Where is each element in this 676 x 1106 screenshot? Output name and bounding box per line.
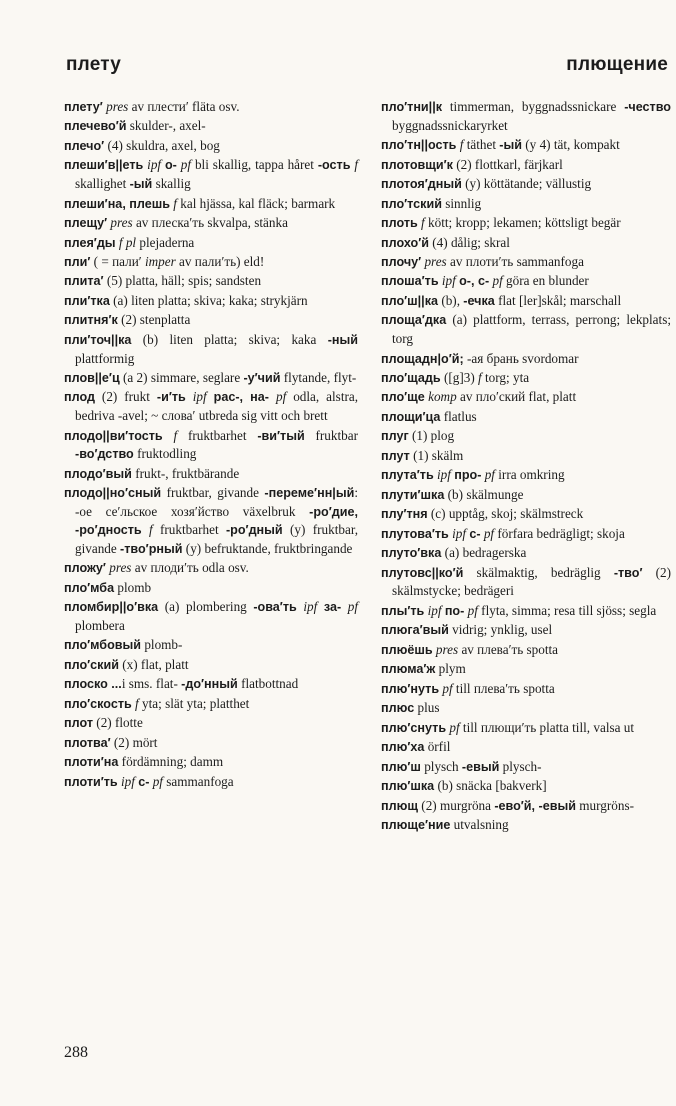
running-head-left: плету: [66, 54, 121, 75]
grammar-label: ipf: [120, 773, 135, 789]
grammar-label: pf: [180, 157, 192, 173]
grammar-label: pf: [442, 680, 453, 696]
headword: плечо′: [64, 138, 105, 153]
headword: пло′ский: [64, 657, 119, 672]
grammar-label: pf: [484, 467, 495, 483]
definition-text: -ая брань svordomar: [463, 350, 579, 366]
definition-text: (2) frukt: [94, 389, 157, 405]
derived-form: -у′чий: [243, 371, 281, 385]
headword: пло′скость: [64, 696, 132, 711]
grammar-label: f: [173, 195, 177, 211]
dictionary-entry: [381, 525, 671, 544]
headword: площи′ца: [381, 409, 441, 424]
headword: плодо′вый: [64, 466, 132, 481]
definition-text: (x) flat, platt: [118, 656, 189, 672]
headword: плути′шка: [381, 487, 445, 502]
definition-text: flatlus: [440, 408, 477, 424]
definition-text: av пло′ский flat, platt: [456, 389, 577, 405]
definition-text: [269, 389, 276, 404]
definition-text: fruktbarhet: [177, 427, 258, 443]
grammar-label: ipf: [147, 157, 162, 173]
definition-text: plysch: [420, 758, 462, 774]
dictionary-entry: [64, 137, 358, 156]
derived-form: о-: [164, 158, 177, 173]
headword: плот: [64, 716, 93, 731]
dictionary-entry: [381, 816, 671, 835]
definition-text: av плоди′ть odla osv.: [131, 560, 249, 576]
definition-text: irra omkring: [494, 467, 565, 483]
definition-text: (1) skälm: [409, 447, 464, 463]
grammar-label: pres: [424, 253, 447, 269]
derived-form: -ро′дный: [225, 523, 283, 538]
dictionary-entry: [381, 660, 671, 679]
derived-form: о-, с-: [459, 274, 490, 289]
headword: плюще′ние: [381, 818, 451, 833]
headword: пло′щадь: [381, 371, 441, 385]
definition-text: av плева′ть spotta: [458, 641, 559, 657]
headword: плита′: [64, 274, 104, 289]
definition-text: plattformig: [75, 350, 135, 366]
headword: плутовс||ко′й: [381, 565, 464, 580]
grammar-label: pres: [109, 560, 132, 576]
definition-text: [142, 522, 149, 537]
grammar-label: ipf: [452, 525, 467, 541]
definition-text: [207, 389, 214, 404]
grammar-label: ipf: [427, 602, 442, 618]
dictionary-entry: [64, 214, 358, 233]
definition-text: : -ое се′льское хозя′йство växelbruk: [75, 485, 358, 519]
definition-text: torg; yta: [481, 370, 530, 385]
dictionary-entry: [381, 214, 671, 233]
definition-text: [317, 599, 324, 614]
headword: пли′тка: [64, 293, 110, 308]
definition-text: yta; slät yta; platthet: [138, 695, 250, 711]
definition-text: bli skallig, tappa håret: [191, 157, 318, 173]
dictionary-entry: [64, 331, 358, 368]
derived-form: -ви′тый: [257, 428, 305, 443]
derived-form: про-: [454, 468, 482, 483]
dictionary-entry: [64, 369, 358, 388]
dictionary-entry: [381, 544, 671, 563]
headword: плут: [381, 448, 410, 463]
definition-text: plombera: [75, 617, 125, 633]
grammar-label: ipf: [441, 273, 456, 289]
grammar-label: f: [421, 215, 425, 231]
definition-text: av плоти′ть sammanfoga: [446, 253, 584, 269]
dictionary-entry: [64, 465, 358, 484]
headword: плюс: [381, 701, 415, 716]
grammar-label: imper: [144, 253, 176, 269]
dictionary-entry: [64, 117, 358, 136]
headword: пломбир||о′вка: [64, 600, 159, 615]
grammar-label: ipf: [437, 467, 451, 483]
grammar-label: f: [173, 427, 178, 443]
dictionary-entry: [381, 369, 671, 388]
definition-text: flatbottnad: [237, 676, 299, 692]
definition-text: fruktbar, givande: [161, 485, 265, 501]
headword: плу′тня: [381, 507, 428, 522]
grammar-label: ipf: [192, 389, 207, 405]
definition-text: av плеска′ть skvalpa, stänka: [132, 215, 288, 231]
definition-text: (4) dålig; skral: [428, 234, 510, 250]
definition-text: [341, 599, 348, 614]
headword: плюёшь: [381, 642, 433, 657]
headword: плю′ха: [381, 740, 425, 755]
headword: плотва′: [64, 735, 111, 750]
dictionary-entry: [64, 253, 358, 272]
dictionary-entry: [381, 699, 671, 718]
grammar-label: komp: [428, 389, 457, 405]
dictionary-entry: [381, 136, 671, 155]
page-number: 288: [64, 1044, 88, 1061]
definition-text: skallig: [152, 176, 191, 192]
definition-text: göra en blunder: [502, 273, 589, 289]
headword: пли′точ||ка: [64, 332, 132, 347]
headword: плоско ...: [64, 677, 122, 692]
running-head: [66, 54, 668, 76]
definition-text: till плющи′ть platta till, valsa ut: [459, 719, 635, 735]
definition-text: (y) fruktbar, givande: [75, 522, 358, 556]
definition-text: (a 2) simmare, seglare: [119, 370, 244, 385]
definition-text: (y) köttätande; vällustig: [461, 176, 592, 192]
headword: плю′снуть: [381, 720, 447, 735]
headword: плочу′: [381, 254, 422, 269]
headword: пло′тский: [381, 196, 442, 211]
headword: плотовщи′к: [381, 157, 453, 172]
dictionary-entry: [381, 621, 671, 640]
grammar-label: pres: [106, 99, 129, 114]
derived-form: -ро′дие, -ро′дность: [75, 504, 358, 538]
dictionary-entry: [381, 350, 671, 369]
definition-text: flyta, simma; resa till sjöss; segla: [477, 602, 657, 618]
right-column: [381, 98, 671, 836]
definition-text: (2) flottkarl, färjkarl: [452, 156, 563, 172]
dictionary-entry: [381, 797, 671, 816]
definition-text: täthet: [463, 137, 500, 153]
definition-text: (b) liten platta; skiva; kaka: [131, 331, 328, 347]
dictionary-entry: [381, 602, 671, 621]
definition-text: (2) skälmstycke; bedrägeri: [392, 564, 671, 599]
headword: плотоя′дный: [381, 177, 462, 192]
dictionary-entry: [64, 195, 358, 214]
dictionary-entry: [381, 272, 671, 291]
headword: плодо||ви′тость: [64, 428, 163, 443]
headword: плоша′ть: [381, 274, 439, 289]
definition-text: i sms. flat-: [121, 676, 182, 692]
definition-text: ([g]3): [440, 370, 479, 385]
headword: пли′: [64, 254, 91, 269]
grammar-label: pf: [449, 719, 460, 735]
grammar-label: pres: [435, 641, 459, 657]
definition-text: flat [ler]skål; marschall: [494, 292, 622, 308]
definition-text: (b) skälmunge: [444, 486, 524, 502]
headword: плитня′к: [64, 313, 118, 328]
definition-text: (y) befruktande, fruktbringande: [182, 540, 353, 556]
derived-form: -тво′рный: [120, 541, 183, 556]
headword: плоть: [381, 216, 418, 231]
headword: плюма′ж: [381, 662, 436, 677]
dictionary-entry: [381, 311, 671, 348]
headword: плету′: [64, 100, 103, 114]
headword: плещу′: [64, 216, 108, 231]
headword: плоти′ть: [64, 774, 118, 789]
dictionary-entry: [64, 773, 358, 792]
dictionary-entry: [64, 388, 358, 425]
definition-text: plysch-: [499, 758, 542, 774]
grammar-label: pf: [483, 525, 495, 541]
definition-text: fruktbar: [304, 427, 358, 443]
definition-text: (2) murgröna: [418, 797, 495, 813]
headword: пло′ш||ка: [381, 293, 439, 308]
definition-text: odla, alstra, bedriva -avel; ~ слова′ utbreda sig vitt och brett: [75, 389, 359, 424]
dictionary-entry: [381, 447, 671, 466]
definition-text: (a) bedragerska: [441, 545, 527, 561]
derived-form: -ечка: [463, 293, 495, 308]
definition-text: frukt-, fruktbärande: [131, 465, 240, 481]
dictionary-entry: [381, 98, 671, 135]
grammar-label: pf: [347, 599, 359, 615]
definition-text: murgröns-: [575, 797, 634, 813]
grammar-label: f: [149, 522, 153, 538]
dictionary-entry: [64, 714, 358, 733]
headword: плеши′на, плешь: [64, 196, 170, 211]
dictionary-entry: [64, 427, 358, 464]
derived-form: с-: [138, 774, 150, 789]
headword: пло′тни||к: [381, 100, 443, 114]
definition-text: sinnlig: [441, 195, 482, 211]
grammar-label: pf: [467, 602, 478, 618]
definition-text: timmerman, byggnadssnickare: [442, 99, 625, 114]
definition-text: (1) plog: [408, 428, 455, 444]
definition-text: flytande, flyt-: [280, 370, 357, 385]
dictionary-entry: [64, 292, 358, 311]
definition-text: fördämning; damm: [118, 754, 224, 770]
definition-text: utvalsning: [450, 817, 509, 833]
definition-text: [186, 389, 193, 404]
headword: пложу′: [64, 561, 106, 576]
headword: площадн|о′й;: [381, 351, 464, 366]
headword: плов||е′ц: [64, 371, 120, 385]
definition-text: förfara bedrägligt; skoja: [494, 525, 625, 541]
dictionary-entry: [64, 559, 358, 578]
definition-text: (5) platta, häll; spis; sandsten: [103, 273, 262, 289]
definition-text: till плева′ть spotta: [452, 680, 555, 696]
derived-form: -ость: [317, 158, 351, 173]
definition-text: byggnadssnickaryrket: [392, 117, 508, 133]
definition-text: kal hjässa, kal fläck; barmark: [176, 195, 336, 211]
headword: плечево′й: [64, 119, 127, 134]
headword: плохо′й: [381, 235, 429, 250]
headword: плуг: [381, 429, 409, 444]
headword: плоти′на: [64, 755, 119, 770]
headword: плюга′вый: [381, 623, 449, 638]
definition-text: (a) liten platta; skiva; kaka; strykjärn: [109, 292, 308, 308]
definition-text: plomb: [114, 579, 152, 595]
headword: плю′ш: [381, 759, 421, 774]
derived-form: -и′ть: [156, 390, 186, 405]
dictionary-entry: [64, 675, 358, 694]
grammar-label: pf: [492, 273, 503, 289]
dictionary-entry: [64, 753, 358, 772]
running-head-right: плющение: [566, 54, 668, 75]
grammar-label: ipf: [303, 599, 318, 615]
headword: площа′дка: [381, 313, 447, 328]
dictionary-entry: [381, 680, 671, 699]
headword: плеши′в||еть: [64, 158, 144, 173]
definition-text: örfil: [424, 739, 451, 755]
derived-form: -во′дство: [75, 447, 134, 462]
definition-text: (a) plattform, terrass, perrong; lekplats; torg: [392, 312, 671, 347]
headword: плю′нуть: [381, 681, 440, 696]
grammar-label: pf: [152, 773, 163, 789]
dictionary-entry: [381, 195, 671, 214]
dictionary-entry: [381, 758, 671, 777]
derived-form: -ый: [129, 177, 153, 192]
dictionary-entry: [64, 484, 358, 558]
definition-text: av плести′ fläta osv.: [128, 99, 240, 114]
derived-form: -до′нный: [181, 677, 238, 692]
dictionary-entry: [381, 427, 671, 446]
dictionary-entry: [64, 156, 358, 193]
definition-text: av пали′ть) eld!: [175, 253, 265, 269]
headword: плея′ды: [64, 235, 116, 250]
grammar-label: pres: [110, 215, 133, 231]
definition-text: (c) upptåg, skoj; skälmstreck: [427, 506, 584, 522]
derived-form: -чество: [624, 100, 671, 114]
dictionary-entry: [64, 579, 358, 598]
definition-text: fruktbarhet: [152, 522, 226, 538]
definition-text: vidrig; ynklig, usel: [448, 622, 553, 638]
dictionary-entry: [381, 777, 671, 796]
derived-form: -ый: [499, 138, 522, 153]
headword: плод: [64, 390, 95, 405]
grammar-label: f: [478, 370, 482, 385]
headword: пло′мбовый: [64, 638, 142, 653]
headword: плющ: [381, 798, 418, 813]
definition-text: plym: [435, 661, 466, 677]
dictionary-entry: [381, 156, 671, 175]
dictionary-entry: [381, 388, 671, 407]
dictionary-entry: [64, 636, 358, 655]
definition-text: [163, 428, 174, 443]
headword: плуто′вка: [381, 546, 442, 561]
grammar-label: f: [354, 157, 359, 173]
definition-text: skallighet: [75, 176, 130, 192]
grammar-label: f pl: [118, 234, 137, 250]
definition-text: (4) skuldra, axel, bog: [104, 137, 220, 153]
dictionary-entry: [64, 656, 358, 675]
dictionary-entry: [381, 253, 671, 272]
definition-text: (y 4) tät, kompakt: [521, 137, 620, 153]
derived-form: -тво′: [613, 565, 643, 580]
definition-text: plejaderna: [136, 234, 195, 250]
derived-form: -переме′нн|ый: [264, 486, 355, 501]
headword: пло′мба: [64, 580, 115, 595]
dictionary-entry: [64, 695, 358, 714]
headword: пло′ще: [381, 390, 425, 405]
derived-form: по-: [444, 603, 465, 618]
dictionary-entry: [64, 234, 358, 253]
dictionary-entry: [381, 466, 671, 485]
derived-form: за-: [323, 600, 342, 615]
definition-text: (2) mört: [110, 734, 158, 750]
headword: плута′ть: [381, 468, 434, 483]
dictionary-entry: [64, 734, 358, 753]
dictionary-entry: [381, 292, 671, 311]
headword: плутова′ть: [381, 526, 449, 541]
derived-form: -ный: [327, 332, 358, 347]
dictionary-entry: [381, 564, 671, 601]
headword: плы′ть: [381, 603, 425, 618]
definition-text: fruktodling: [133, 446, 197, 462]
dictionary-entry: [381, 641, 671, 660]
headword: плю′шка: [381, 779, 435, 794]
dictionary-entry: [64, 98, 358, 117]
definition-text: (2) stenplatta: [117, 312, 191, 328]
dictionary-entry: [381, 175, 671, 194]
definition-text: (2) flotte: [93, 715, 143, 731]
dictionary-entry: [381, 408, 671, 427]
definition-text: plus: [414, 700, 440, 716]
definition-text: skulder-, axel-: [126, 118, 206, 134]
definition-text: (b),: [438, 292, 464, 308]
derived-form: с-: [469, 526, 481, 541]
derived-form: -ова′ть: [253, 600, 297, 615]
derived-form: -ево′й, -евый: [494, 798, 576, 813]
dictionary-entry: [381, 234, 671, 253]
definition-text: sammanfoga: [162, 773, 234, 789]
definition-text: ( = пали′: [90, 253, 145, 269]
definition-text: (b) snäcka [bakverk]: [434, 778, 547, 794]
dictionary-entry: [381, 505, 671, 524]
dictionary-entry: [64, 272, 358, 291]
dictionary-entry: [64, 311, 358, 330]
grammar-label: f: [459, 137, 464, 153]
dictionary-entry: [381, 486, 671, 505]
dictionary-entry: [381, 719, 671, 738]
dictionary-entry: [64, 598, 358, 635]
definition-text: (a) plombering: [158, 599, 254, 615]
definition-text: skälmaktig, bedräglig: [463, 564, 614, 580]
definition-text: kött; kropp; lekamen; köttsligt begär: [424, 215, 621, 231]
dictionary-entry: [381, 738, 671, 757]
grammar-label: f: [135, 695, 139, 711]
headword: пло′тн||ость: [381, 138, 457, 153]
derived-form: -евый: [461, 759, 500, 774]
definition-text: plomb-: [141, 637, 183, 653]
grammar-label: pf: [275, 389, 287, 405]
headword: плодо||но′сный: [64, 486, 162, 501]
left-column: [64, 98, 358, 792]
derived-form: рас-, на-: [213, 390, 269, 405]
